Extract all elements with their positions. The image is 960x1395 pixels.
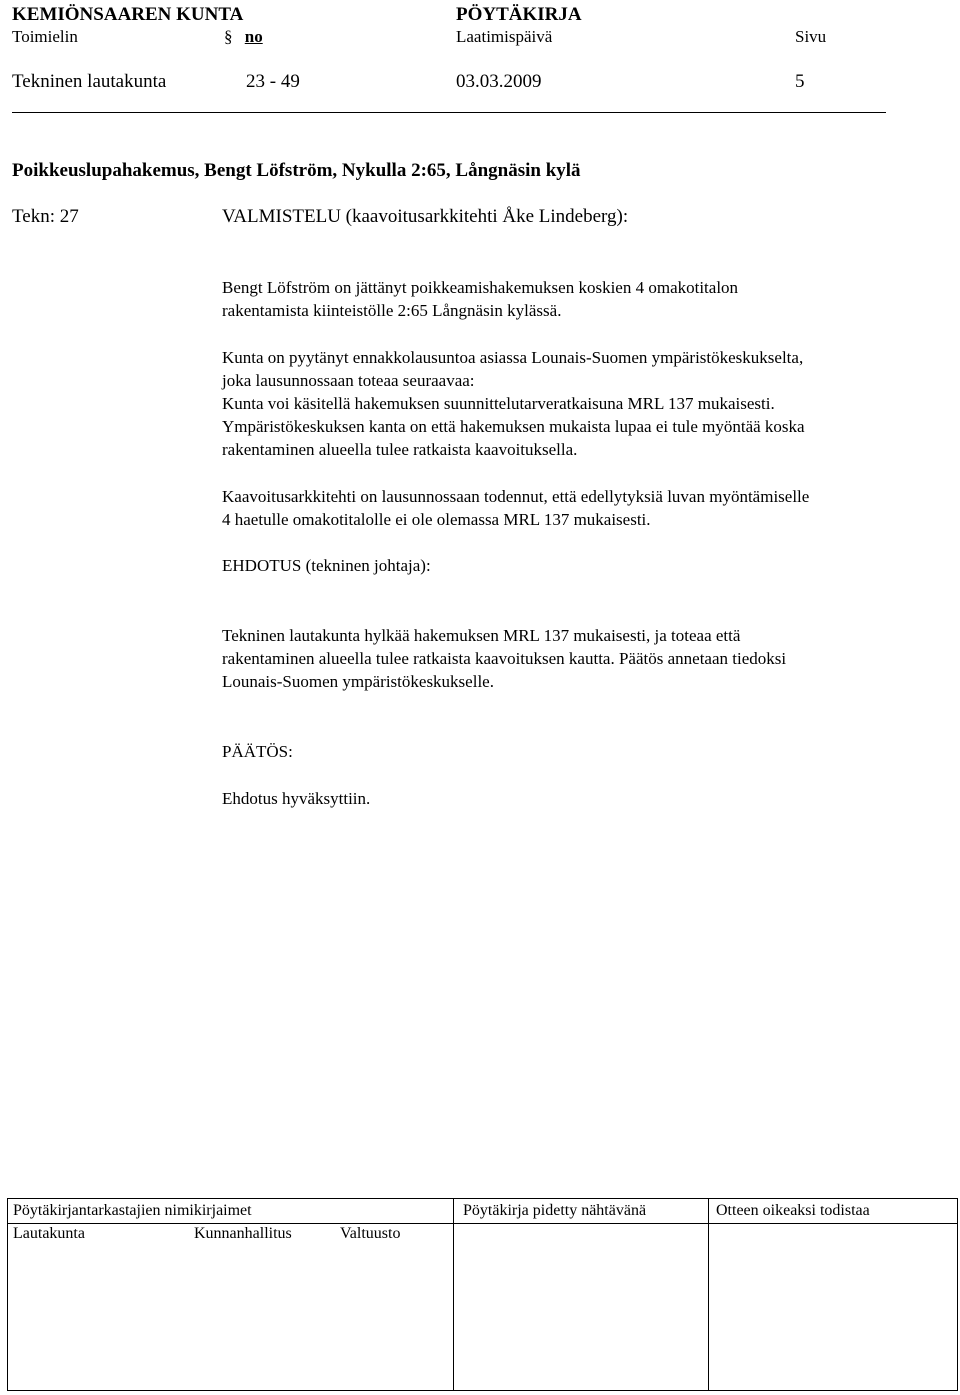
header-toimielin: Tekninen lautakunta xyxy=(12,71,167,92)
header-number: 23 - 49 xyxy=(246,71,300,92)
header-divider xyxy=(12,112,886,113)
footer-col-assembly: Valtuusto xyxy=(340,1225,401,1242)
footer-column-divider xyxy=(708,1199,709,1390)
header-label-toimielin: Toimielin xyxy=(12,27,78,46)
decision-text: Ehdotus hyväksyttiin. xyxy=(222,789,371,808)
paragraph-statement xyxy=(222,346,942,461)
footer-table xyxy=(7,1198,958,1391)
header-label-date: Laatimispäivä xyxy=(456,27,553,46)
footer-copy-label: Otteen oikeaksi todistaa xyxy=(716,1202,870,1219)
header-label-no: § no xyxy=(224,27,263,46)
municipality-name: KEMIÖNSAAREN KUNTA xyxy=(12,4,244,25)
header-date: 03.03.2009 xyxy=(456,71,542,92)
decision-heading: PÄÄTÖS: xyxy=(222,742,293,761)
section-reference: Tekn: 27 xyxy=(12,206,79,227)
paragraph-application xyxy=(222,276,942,322)
text-line: joka lausunnossaan toteaa seuraavaa: xyxy=(222,371,475,390)
footer-row-divider xyxy=(8,1223,957,1224)
section-symbol: § xyxy=(224,27,233,46)
proposal-heading: EHDOTUS (tekninen johtaja): xyxy=(222,556,431,575)
document-title: Poikkeuslupahakemus, Bengt Löfström, Nykulla 2:65, Långnäsin kylä xyxy=(12,160,581,181)
text-line: Kunta on pyytänyt ennakkolausuntoa asiassa Lounais-Suomen ympäristökeskukselta, xyxy=(222,348,804,367)
header-page: 5 xyxy=(795,71,805,92)
text-line: rakentaminen alueella tulee ratkaista kaavoituksen kautta. Päätös annetaan tiedoksi xyxy=(222,649,787,668)
text-line: Tekninen lautakunta hylkää hakemuksen MRL 137 mukaisesti, ja toteaa että xyxy=(222,626,741,645)
text-line: rakentamista kiinteistölle 2:65 Långnäsin kylässä. xyxy=(222,301,562,320)
text-line: Ympäristökeskuksen kanta on että hakemuksen mukaista lupaa ei tule myöntää koska xyxy=(222,417,805,436)
preparation-heading: VALMISTELU (kaavoitusarkkitehti Åke Lindeberg): xyxy=(222,206,629,227)
header-label-page: Sivu xyxy=(795,27,827,46)
paragraph-proposal xyxy=(222,624,942,693)
text-line: Bengt Löfström on jättänyt poikkeamishakemuksen koskien 4 omakotitalon xyxy=(222,278,739,297)
document-type: PÖYTÄKIRJA xyxy=(456,4,582,25)
text-line: Kaavoitusarkkitehti on lausunnossaan todennut, että edellytyksiä luvan myöntämiselle xyxy=(222,487,810,506)
text-line: rakentaminen alueella tulee ratkaista kaavoituksella. xyxy=(222,440,578,459)
footer-public-label: Pöytäkirja pidetty nähtävänä xyxy=(463,1202,647,1219)
footer-initials-label: Pöytäkirjantarkastajien nimikirjaimet xyxy=(13,1202,252,1219)
footer-col-board: Lautakunta xyxy=(13,1225,85,1242)
text-line: Kunta voi käsitellä hakemuksen suunnittelutarveratkaisuna MRL 137 mukaisesti. xyxy=(222,394,775,413)
text-line: Lounais-Suomen ympäristökeskukselle. xyxy=(222,672,494,691)
footer-column-divider xyxy=(453,1199,454,1390)
footer-col-council: Kunnanhallitus xyxy=(194,1225,292,1242)
paragraph-architect xyxy=(222,485,942,531)
text-line: 4 haetulle omakotitalolle ei ole olemassa MRL 137 mukaisesti. xyxy=(222,510,651,529)
